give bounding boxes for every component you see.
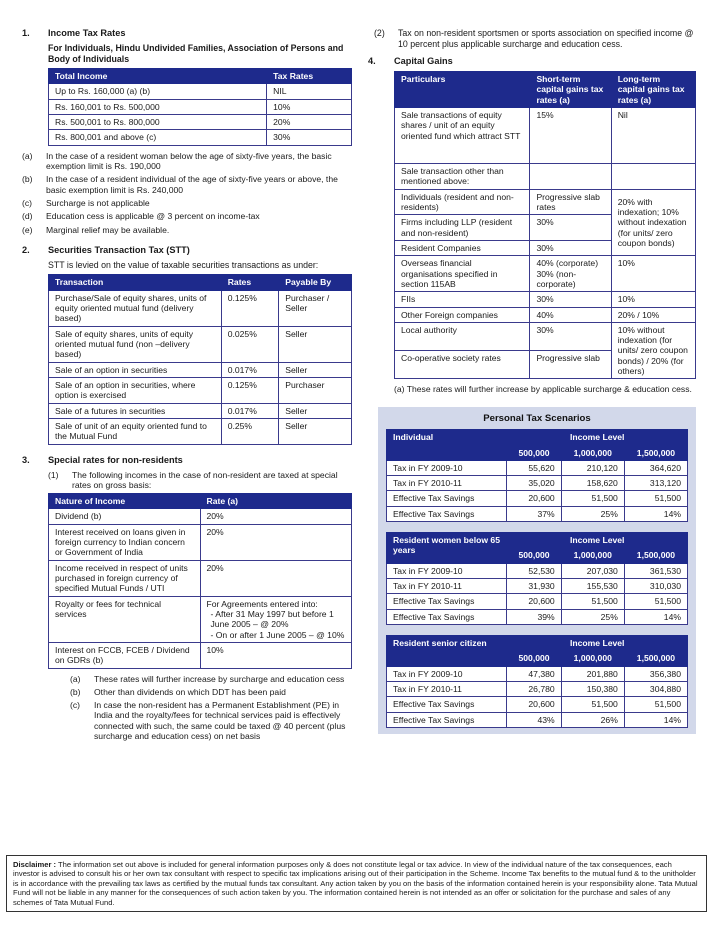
category-header: Resident senior citizen <box>387 635 507 666</box>
table-cell: 31,930 <box>507 579 561 594</box>
table-cell: 14% <box>624 506 687 521</box>
table-cell: 15% <box>530 108 611 164</box>
table-cell: Firms including LLP (resident and non-resident) <box>395 215 530 241</box>
table-cell: 0.017% <box>221 362 279 377</box>
table-row <box>387 666 688 681</box>
footnote <box>22 211 352 221</box>
footnote-text: Education cess is applicable @ 3 percent on income-tax <box>46 211 260 222</box>
table-cell: 0.25% <box>221 418 279 444</box>
table-cell: Sale of a futures in securities <box>49 403 222 418</box>
table-cell: 30% <box>530 322 611 350</box>
section-title: Capital Gains <box>394 56 453 67</box>
row-label: Tax in FY 2009-10 <box>387 460 507 475</box>
stt-table <box>48 274 352 444</box>
table-row <box>387 594 688 609</box>
table-cell: Overseas financial organisations specified in section 115AB <box>395 256 530 292</box>
table-cell: Interest received on loans given in foreign currency to Indian concern or Government of India <box>49 524 201 560</box>
table-row <box>387 681 688 696</box>
section-intro: STT is levied on the value of taxable securities transactions as under: <box>48 259 319 270</box>
footnote-label: (b) <box>22 174 33 185</box>
table-cell: 0.017% <box>221 403 279 418</box>
section-heading <box>22 28 352 39</box>
footnote <box>70 674 352 684</box>
table-cell: 356,380 <box>624 666 687 681</box>
table-cell: 30% <box>530 292 611 307</box>
table-cell: Dividend (b) <box>49 509 201 524</box>
table-cell: Seller <box>279 362 352 377</box>
table-row <box>387 609 688 624</box>
col-header: Transaction <box>49 275 222 290</box>
table-cell: 39% <box>507 609 561 624</box>
rate-bullet: - After 31 May 1997 but before 1 June 2005 – @ 20% <box>210 608 334 630</box>
table-cell: Co-operative society rates <box>395 351 530 379</box>
col-header: 500,000 <box>507 445 561 460</box>
table-row <box>387 579 688 594</box>
table-cell: Purchase/Sale of equity shares, units of equity oriented mutual fund (delivery based) <box>49 290 222 326</box>
footnote-label: (a) <box>70 673 81 684</box>
paragraph <box>48 470 352 491</box>
table-row <box>49 377 352 403</box>
section-number: 2. <box>22 244 30 255</box>
table-row <box>395 164 696 190</box>
table-cell: 20% <box>267 115 352 130</box>
table-cell: Rs. 800,001 and above (c) <box>49 130 267 145</box>
table-cell-merged: 20% with indexation; 10% without indexation (for units/ zero coupon bonds) <box>611 189 695 256</box>
table-cell: 207,030 <box>561 563 624 578</box>
table-cell <box>530 164 611 190</box>
table-cell: 201,880 <box>561 666 624 681</box>
footnote <box>70 687 352 697</box>
table-cell: 0.125% <box>221 377 279 403</box>
left-column <box>22 28 352 744</box>
section-capital-gains <box>368 56 696 395</box>
table-cell: Sale of an option in securities <box>49 362 222 377</box>
row-label: Tax in FY 2010-11 <box>387 579 507 594</box>
section-number: 1. <box>22 28 30 38</box>
footnote <box>22 198 352 208</box>
paragraph-label: (2) <box>374 28 385 38</box>
footnote-text: In case the non-resident has a Permanent Establishment (PE) in India and the royalty/fees for technical services paid is effectively connected with such, the same could be taxed @ 40 percent (plus surcharge and education cess) on net basis <box>94 700 346 742</box>
income-tax-table <box>48 68 352 146</box>
table-row <box>49 99 352 114</box>
table-cell: 55,620 <box>507 460 561 475</box>
table-row <box>49 596 352 642</box>
row-label: Effective Tax Savings <box>387 506 507 521</box>
table-row <box>395 322 696 350</box>
table-cell: 51,500 <box>624 491 687 506</box>
table-cell: Nil <box>611 108 695 164</box>
table-cell-merged: 10% without indexation (for units/ zero coupon bonds) / 20% (for others) <box>611 322 695 379</box>
table-cell <box>200 596 352 642</box>
table-cell: Rs. 160,001 to Rs. 500,000 <box>49 99 267 114</box>
table-cell: 30% <box>530 215 611 241</box>
non-resident-table <box>48 493 352 668</box>
table-cell: 14% <box>624 712 687 727</box>
section-non-residents <box>22 455 352 742</box>
table-row <box>387 460 688 475</box>
table-cell: Sale transaction other than mentioned above: <box>395 164 530 190</box>
table-cell: 20,600 <box>507 697 561 712</box>
table-cell: Sale of unit of an equity oriented fund to the Mutual Fund <box>49 418 222 444</box>
col-header: 1,500,000 <box>624 445 687 460</box>
table-row <box>395 292 696 307</box>
paragraph-text: Tax on non-resident sportsmen or sports association on specified income @ 10 percent plus applicable surcharge and education cess. <box>398 28 694 49</box>
table-cell: 158,620 <box>561 476 624 491</box>
table-cell: FIIs <box>395 292 530 307</box>
table-cell: Sale of an option in securities, where option is exercised <box>49 377 222 403</box>
table-row <box>387 697 688 712</box>
table-row <box>49 290 352 326</box>
footnote <box>22 225 352 235</box>
table-cell: Individuals (resident and non-residents) <box>395 189 530 215</box>
table-row <box>49 509 352 524</box>
table-cell: 10% <box>200 642 352 668</box>
col-header: Tax Rates <box>267 69 352 84</box>
table-cell: 51,500 <box>624 697 687 712</box>
table-row <box>387 506 688 521</box>
col-header: 500,000 <box>507 548 561 563</box>
table-cell: 313,120 <box>624 476 687 491</box>
table-row <box>395 307 696 322</box>
table-cell: Seller <box>279 418 352 444</box>
table-cell: 43% <box>507 712 561 727</box>
table-cell: Local authority <box>395 322 530 350</box>
table-cell: Royalty or fees for technical services <box>49 596 201 642</box>
table-cell: 0.025% <box>221 326 279 362</box>
table-cell: Up to Rs. 160,000 (a) (b) <box>49 84 267 99</box>
table-cell: Interest on FCCB, FCEB / Dividend on GDRs (b) <box>49 642 201 668</box>
table-cell: Seller <box>279 326 352 362</box>
footnote-label: (e) <box>22 224 33 235</box>
row-label: Effective Tax Savings <box>387 609 507 624</box>
disclaimer-box <box>6 855 707 912</box>
row-label: Effective Tax Savings <box>387 697 507 712</box>
table-cell: 51,500 <box>561 594 624 609</box>
table-row <box>395 108 696 164</box>
table-row <box>49 84 352 99</box>
category-header: Individual <box>387 430 507 461</box>
table-row <box>49 418 352 444</box>
col-header: 1,000,000 <box>561 548 624 563</box>
capital-gains-table <box>394 71 696 379</box>
table-cell: 52,530 <box>507 563 561 578</box>
section-title: Income Tax Rates <box>48 28 126 38</box>
table-cell: 10% <box>267 99 352 114</box>
table-cell: 20% <box>200 524 352 560</box>
income-level-header: Income Level <box>507 533 688 548</box>
table-row <box>387 563 688 578</box>
table-cell: 14% <box>624 609 687 624</box>
table-cell: Progressive slab <box>530 351 611 379</box>
table-cell: 20,600 <box>507 594 561 609</box>
paragraph <box>368 28 696 49</box>
col-header: Payable By <box>279 275 352 290</box>
section-stt <box>22 245 352 445</box>
col-header: Short-term capital gains tax rates (a) <box>530 72 611 108</box>
scenario-table-women <box>386 532 688 625</box>
panel-title: Personal Tax Scenarios <box>483 412 591 424</box>
table-cell: 20% <box>200 509 352 524</box>
footnote-text: These rates will further increase by surcharge and education cess <box>94 673 345 684</box>
category-header: Resident women below 65 years <box>387 533 507 564</box>
table-row <box>395 189 696 215</box>
table-cell: Seller <box>279 403 352 418</box>
table-cell: 25% <box>561 506 624 521</box>
table-cell: 26,780 <box>507 681 561 696</box>
footnote-text: In the case of a resident individual of the age of sixty-five years or above, the basic exemption limit is Rs. 240,000 <box>46 174 338 195</box>
footnote <box>22 151 352 172</box>
table-cell: Purchaser / Seller <box>279 290 352 326</box>
col-header: 1,500,000 <box>624 651 687 666</box>
table-row <box>49 130 352 145</box>
table-footnote: (a) These rates will further increase by applicable surcharge & education cess. <box>394 384 692 395</box>
row-label: Tax in FY 2010-11 <box>387 681 507 696</box>
table-cell: 364,620 <box>624 460 687 475</box>
paragraph-text: The following incomes in the case of non-resident are taxed at special rates on gross basis: <box>72 469 338 490</box>
row-label: Tax in FY 2009-10 <box>387 666 507 681</box>
table-cell: 35,020 <box>507 476 561 491</box>
table-cell: Sale of equity shares, units of equity oriented mutual fund (non –delivery based) <box>49 326 222 362</box>
income-level-header: Income Level <box>507 430 688 445</box>
section-number: 3. <box>22 454 30 465</box>
table-cell: 10% <box>611 292 695 307</box>
table-row <box>387 712 688 727</box>
footnote-text: Surcharge is not applicable <box>46 197 150 208</box>
table-cell: 361,530 <box>624 563 687 578</box>
table-cell: Sale transactions of equity shares / unit of an equity oriented fund which attract STT <box>395 108 530 164</box>
col-header: Long-term capital gains tax rates (a) <box>611 72 695 108</box>
table-cell: Progressive slab rates <box>530 189 611 215</box>
col-header: Particulars <box>395 72 530 108</box>
table-cell: 47,380 <box>507 666 561 681</box>
table-row <box>49 362 352 377</box>
table-cell <box>611 164 695 190</box>
table-cell: 51,500 <box>561 491 624 506</box>
table-cell: 304,880 <box>624 681 687 696</box>
col-header: Total Income <box>49 69 267 84</box>
rate-bullet: - On or after 1 June 2005 – @ 10% <box>210 629 345 640</box>
section-subtitle: For Individuals, Hindu Undivided Families, Association of Persons and Body of Individuals <box>48 43 344 64</box>
table-cell: 40% <box>530 307 611 322</box>
col-header: 1,000,000 <box>561 445 624 460</box>
section-income-tax-rates <box>22 28 352 235</box>
scenario-table-senior <box>386 635 688 728</box>
table-cell: 310,030 <box>624 579 687 594</box>
footnote-text: In the case of a resident woman below the age of sixty-five years, the basic exemption limit is Rs. 190,000 <box>46 150 332 171</box>
table-cell: Other Foreign companies <box>395 307 530 322</box>
section-heading <box>368 56 696 67</box>
col-header: Rate (a) <box>200 494 352 509</box>
section-heading <box>22 245 352 256</box>
col-header: 1,500,000 <box>624 548 687 563</box>
footnote <box>22 174 352 195</box>
table-cell: 20% / 10% <box>611 307 695 322</box>
footnote-label: (b) <box>70 686 81 697</box>
rate-intro: For Agreements entered into: <box>206 598 318 609</box>
scenario-table-individual <box>386 429 688 522</box>
table-cell: 10% <box>611 256 695 292</box>
footnote-text: Other than dividends on which DDT has been paid <box>94 686 286 697</box>
footnote <box>70 700 352 741</box>
row-label: Effective Tax Savings <box>387 712 507 727</box>
table-row <box>49 326 352 362</box>
table-cell: 51,500 <box>561 697 624 712</box>
table-cell: NIL <box>267 84 352 99</box>
table-row <box>387 476 688 491</box>
disclaimer-label: Disclaimer : <box>13 860 57 869</box>
table-cell: 37% <box>507 506 561 521</box>
table-cell: 30% <box>530 240 611 255</box>
col-header: Rates <box>221 275 279 290</box>
table-row <box>395 256 696 292</box>
section-number: 4. <box>368 56 376 67</box>
paragraph-label: (1) <box>48 469 59 480</box>
table-row <box>49 115 352 130</box>
row-label: Effective Tax Savings <box>387 491 507 506</box>
footnote-text: Marginal relief may be available. <box>46 224 170 235</box>
table-cell: 150,380 <box>561 681 624 696</box>
row-label: Tax in FY 2009-10 <box>387 563 507 578</box>
table-cell: 20% <box>200 560 352 596</box>
col-header: 1,000,000 <box>561 651 624 666</box>
table-cell: Rs. 500,001 to Rs. 800,000 <box>49 115 267 130</box>
table-cell: 30% <box>267 130 352 145</box>
footnote-label: (a) <box>22 150 33 161</box>
income-level-header: Income Level <box>507 635 688 650</box>
table-row <box>49 524 352 560</box>
table-row <box>387 491 688 506</box>
table-cell: Resident Companies <box>395 240 530 255</box>
table-row <box>49 642 352 668</box>
tax-scenarios-panel <box>378 407 696 734</box>
table-cell: 26% <box>561 712 624 727</box>
table-cell: 40% (corporate) 30% (non-corporate) <box>530 256 611 292</box>
table-row <box>49 560 352 596</box>
section-heading <box>22 455 352 466</box>
footnote-label: (c) <box>22 197 33 208</box>
disclaimer-text: The information set out above is included for general information purposes only & does not constitute legal or tax advice. In view of the individual nature of the tax consequences, each investor is advised to consult his or her own tax consultant with respect to specific tax implications arising out of their participation in the Scheme. Income Tax benefits to the mutual fund & to the unitholder is in accordance with the prevailing tax laws as certified by the mutual funds tax consultant. Any action taken by you on the basis of the information contained herein is your responsibility alone. Tata Mutual Fund will not be liable in any manner for the consequences of such action taken by you. The information contained herein is not intended as an offer or solicitation for the purchase and sales of any schemes of Tata Mutual Fund. <box>13 860 698 907</box>
row-label: Effective Tax Savings <box>387 594 507 609</box>
table-cell: 210,120 <box>561 460 624 475</box>
table-cell: 155,530 <box>561 579 624 594</box>
right-column <box>368 28 696 734</box>
col-header: Nature of Income <box>49 494 201 509</box>
table-cell: 0.125% <box>221 290 279 326</box>
table-row <box>49 403 352 418</box>
table-cell: Purchaser <box>279 377 352 403</box>
footnote-label: (c) <box>70 700 81 711</box>
footnote-label: (d) <box>22 211 33 222</box>
col-header: 500,000 <box>507 651 561 666</box>
row-label: Tax in FY 2010-11 <box>387 476 507 491</box>
table-cell: 20,600 <box>507 491 561 506</box>
section-title: Securities Transaction Tax (STT) <box>48 244 190 255</box>
table-cell: 51,500 <box>624 594 687 609</box>
table-cell: 25% <box>561 609 624 624</box>
section-title: Special rates for non-residents <box>48 454 183 465</box>
table-cell: Income received in respect of units purchased in foreign currency of specified Mutual Funds / UTI <box>49 560 201 596</box>
